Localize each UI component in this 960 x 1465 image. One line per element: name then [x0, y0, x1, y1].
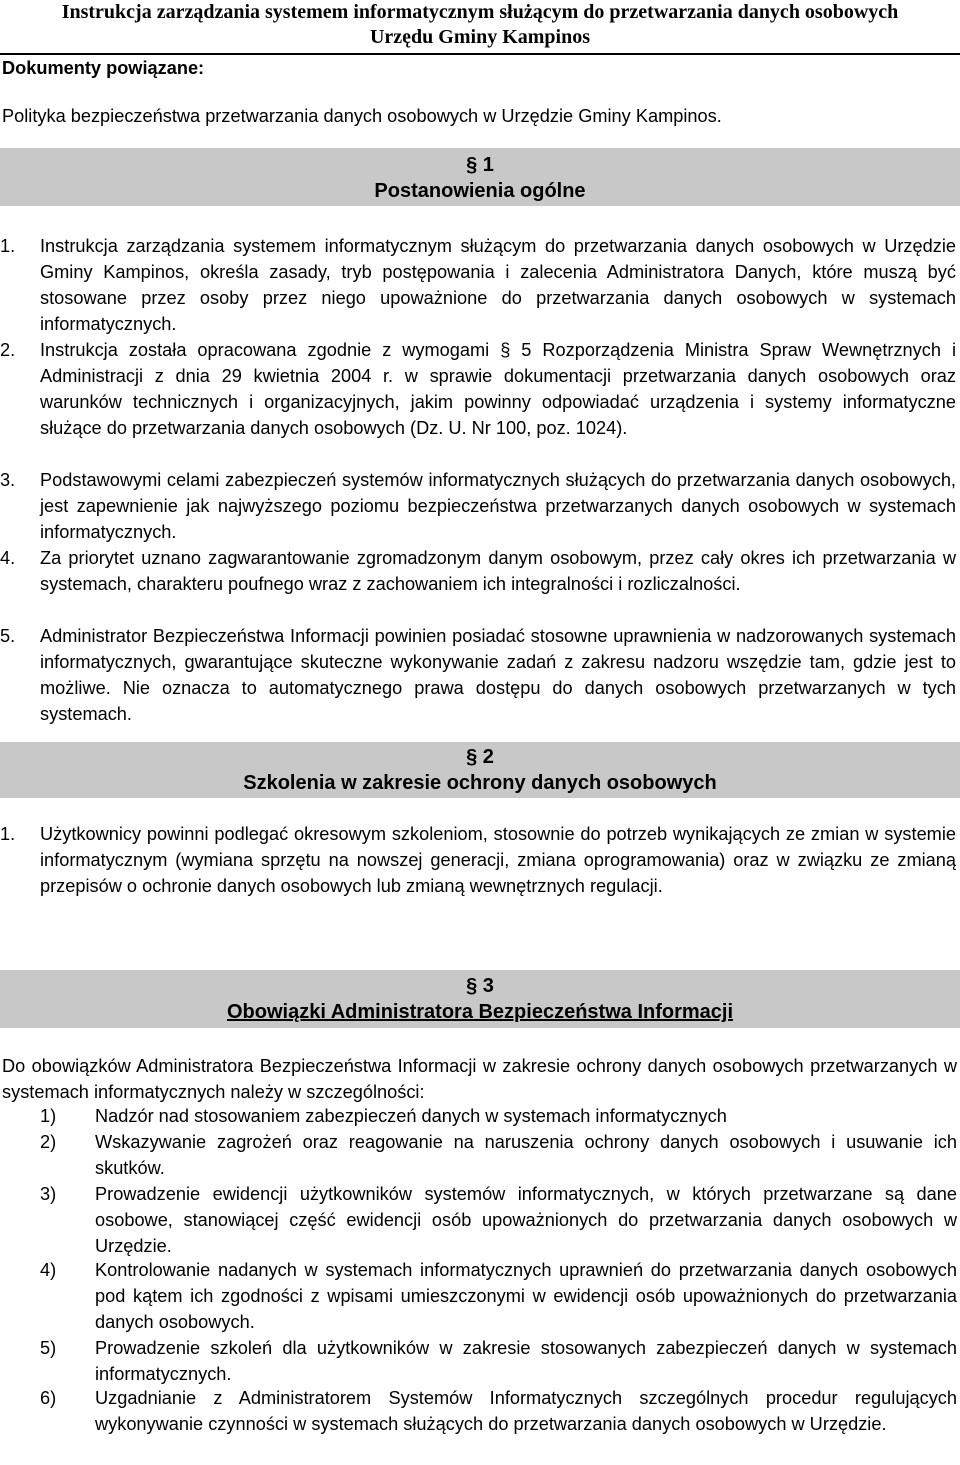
section-2-symbol: § 2	[466, 746, 494, 768]
item-number: 4)	[40, 1260, 57, 1280]
item-text: Nadzór nad stosowaniem zabezpieczeń danych w systemach informatycznych	[95, 1106, 727, 1126]
section-2-title: Szkolenia w zakresie ochrony danych osobowych	[243, 772, 717, 794]
section-1-symbol: § 1	[466, 154, 494, 176]
section-3-band	[0, 970, 960, 1028]
item-number: 1)	[40, 1106, 57, 1126]
item-number: 1.	[0, 236, 16, 256]
item-number: 3)	[40, 1184, 57, 1204]
item-text: Uzgadnianie z Administratorem Systemów Informatycznych szczególnych procedur regulujących wykonywanie czynności w systemach służących do przetwarzania danych osobowych w Urzędzie.	[95, 1388, 957, 1434]
item-number: 6)	[40, 1388, 57, 1408]
item-number: 3.	[0, 470, 16, 490]
item-text: Użytkownicy powinni podlegać okresowym szkoleniom, stosownie do potrzeb wynikających ze zmian w systemie informatycznym (wymiana sprzętu na nowszej generacji, zmiana oprogramowania) oraz w związku ze zmianą przepisów o ochronie danych osobowych lub zmianą wewnętrznych regulacji.	[40, 824, 956, 896]
item-text: Instrukcja została opracowana zgodnie z wymogami § 5 Rozporządzenia Ministra Spraw Wewnętrznych i Administracji z dnia 29 kwietnia 2004 r. w sprawie dokumentacji przetwarzania danych osobowych oraz warunków technicznych i organizacyjnych, jakim powinny odpowiadać urządzenia i systemy informatyczne służące do przetwarzania danych osobowych (Dz. U. Nr 100, poz. 1024).	[40, 340, 956, 438]
item-text: Administrator Bezpieczeństwa Informacji powinien posiadać stosowne uprawnienia w nadzorowanych systemach informatycznych, gwarantujące skuteczne wykonywanie zadań z zakresu nadzoru wszędzie tam, gdzie jest to możliwe. Nie oznacza to automatycznego prawa dostępu do danych osobowych przetwarzanych w tych systemach.	[40, 626, 956, 724]
related-heading: Dokumenty powiązane:	[2, 58, 205, 78]
item-text: Podstawowymi celami zabezpieczeń systemów informatycznych służących do przetwarzania danych osobowych, jest zapewnienie jak najwyższego poziomu bezpieczeństwa przetwarzanych danych osobowych w systemach informatycznych.	[40, 470, 956, 542]
item-number: 2)	[40, 1132, 57, 1152]
item-number: 4.	[0, 548, 16, 568]
item-text: Prowadzenie szkoleń dla użytkowników w zakresie stosowanych zabezpieczeń danych w systemach informatycznych.	[95, 1338, 957, 1384]
section-2-band	[0, 742, 960, 798]
item-number: 2.	[0, 340, 16, 360]
item-text: Prowadzenie ewidencji użytkowników systemów informatycznych, w których przetwarzane są dane osobowe, stanowiącej część ewidencji osób upoważnionych do przetwarzania danych osobowych w Urzędzie.	[95, 1184, 957, 1256]
item-number: 5.	[0, 626, 16, 646]
section-3-intro: Do obowiązków Administratora Bezpieczeństwa Informacji w zakresie ochrony danych osobowych przetwarzanych w systemach informatycznych należy w szczególności:	[2, 1056, 957, 1102]
section-1-band	[0, 148, 960, 206]
item-text: Za priorytet uznano zagwarantowanie zgromadzonym danym osobowym, przez cały okres ich przetwarzania w systemach, charakteru poufnego wraz z zachowaniem ich integralności i rozliczalności.	[40, 548, 956, 594]
item-number: 5)	[40, 1338, 57, 1358]
item-text: Wskazywanie zagrożeń oraz reagowanie na naruszenia ochrony danych osobowych i usuwanie ich skutków.	[95, 1132, 957, 1178]
section-3-title: Obowiązki Administratora Bezpieczeństwa Informacji	[226, 1001, 734, 1023]
item-number: 1.	[0, 824, 16, 844]
section-3-symbol: § 3	[466, 975, 494, 997]
header-subtitle: Urzędu Gminy Kampinos	[369, 26, 591, 48]
document-header	[0, 0, 960, 55]
header-title: Instrukcja zarządzania systemem informatycznym służącym do przetwarzania danych osobowych	[61, 1, 899, 23]
item-text: Kontrolowanie nadanych w systemach informatycznych uprawnień do przetwarzania danych osobowych pod kątem ich zgodności z wpisami umieszczonymi w ewidencji osób upoważnionych do przetwarzania danych osobowych.	[95, 1260, 957, 1332]
section-1-title: Postanowienia ogólne	[374, 180, 586, 202]
related-text: Polityka bezpieczeństwa przetwarzania danych osobowych w Urzędzie Gminy Kampinos.	[2, 106, 722, 126]
item-text: Instrukcja zarządzania systemem informatycznym służącym do przetwarzania danych osobowych w Urzędzie Gminy Kampinos, określa zasady, tryb postępowania i zalecenia Administratora Danych, które muszą być stosowane przez osoby przez niego upoważnione do przetwarzania danych osobowych w systemach informatycznych.	[40, 236, 956, 334]
